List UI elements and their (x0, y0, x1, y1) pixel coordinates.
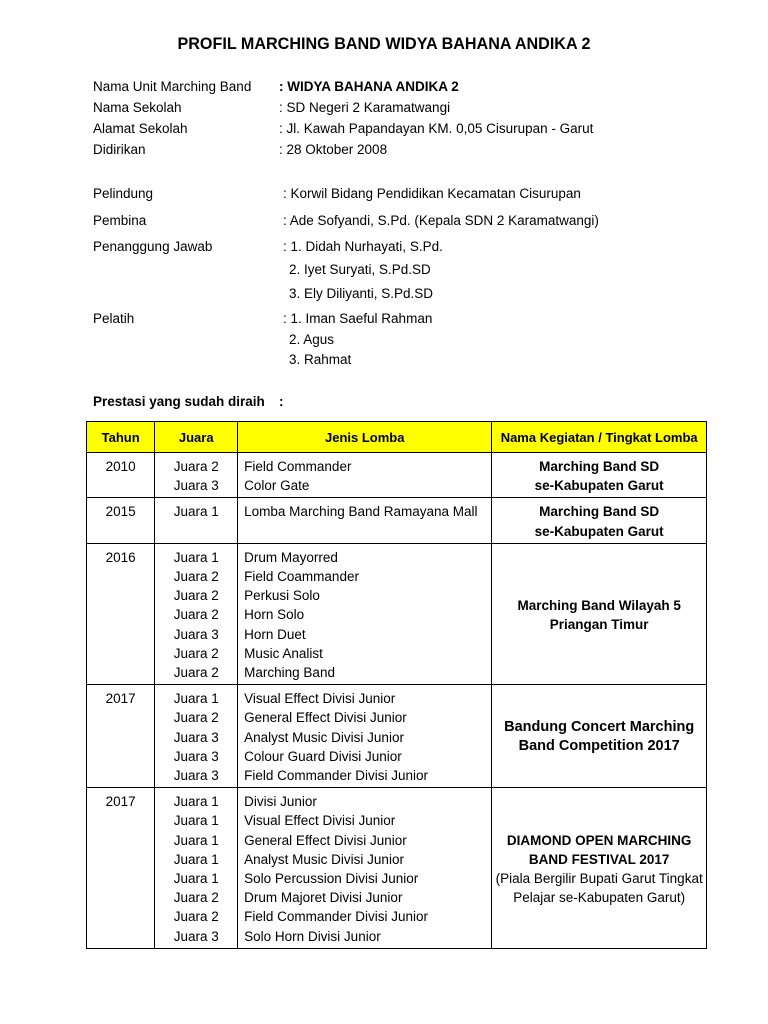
nama-line: Marching Band SD (539, 504, 660, 520)
juara-line: Juara 1 (173, 549, 219, 565)
cell-tahun: 2010 (87, 453, 155, 498)
table-row (87, 498, 707, 543)
info-value: : Jl. Kawah Papandayan KM. 0,05 Cisurupan - Garut (279, 121, 594, 136)
cell-nama-kegiatan (492, 788, 707, 949)
person-value: : 1. Iman Saeful Rahman (283, 311, 433, 326)
jenis-line: Field Commander (244, 459, 352, 474)
cell-juara (155, 498, 238, 543)
juara-line: Juara 1 (173, 813, 219, 829)
header-juara: Juara (155, 422, 238, 453)
nama-line: Bandung Concert Marching (504, 719, 695, 736)
nama-line: se-Kabupaten Garut (534, 478, 664, 494)
jenis-line: Horn Solo (244, 607, 305, 623)
juara-line: Juara 3 (173, 729, 219, 745)
jenis-line: Colour Guard Divisi Junior (244, 748, 402, 764)
juara-line: Juara 2 (173, 459, 219, 474)
juara-line: Juara 2 (173, 569, 219, 585)
person-value: 2. Agus (289, 332, 335, 347)
nama-line: Marching Band Wilayah 5 (517, 597, 681, 613)
jenis-line: Visual Effect Divisi Junior (244, 691, 396, 707)
juara-line: Juara 1 (173, 871, 219, 887)
person-value: : 1. Didah Nurhayati, S.Pd. (283, 239, 443, 254)
cell-tahun: 2016 (87, 543, 155, 684)
jenis-line: Drum Mayorred (244, 549, 338, 565)
juara-line: Juara 1 (173, 504, 219, 520)
achievement-table (86, 421, 707, 949)
cell-juara (155, 685, 238, 788)
jenis-line: Solo Percussion Divisi Junior (244, 871, 419, 887)
jenis-line: Analyst Music Divisi Junior (244, 851, 404, 867)
nama-line: se-Kabupaten Garut (534, 523, 664, 539)
juara-line: Juara 3 (173, 748, 219, 764)
cell-tahun: 2017 (87, 788, 155, 949)
info-value: : SD Negeri 2 Karamatwangi (279, 100, 451, 115)
juara-line: Juara 2 (173, 607, 219, 623)
nama-note-line: (Piala Bergilir Bupati Garut Tingkat (495, 871, 703, 887)
jenis-line: Marching Band (244, 665, 335, 681)
prestasi-label: Prestasi yang sudah diraih (93, 394, 265, 409)
juara-line: Juara 2 (173, 890, 219, 906)
info-value: : 28 Oktober 2008 (279, 142, 388, 157)
person-label: Pelatih (93, 311, 135, 326)
juara-line: Juara 3 (173, 928, 219, 944)
juara-line: Juara 3 (173, 626, 219, 642)
jenis-line: Color Gate (244, 478, 310, 494)
cell-nama-kegiatan (492, 685, 707, 788)
jenis-line: Analyst Music Divisi Junior (244, 729, 404, 745)
jenis-line: Horn Duet (244, 626, 306, 642)
jenis-line: Field Coammander (244, 569, 359, 585)
juara-line: Juara 2 (173, 645, 219, 661)
juara-line: Juara 3 (173, 768, 219, 784)
jenis-line: General Effect Divisi Junior (244, 832, 407, 848)
cell-jenis-lomba (238, 453, 492, 498)
info-label: Didirikan (93, 142, 146, 157)
juara-line: Juara 2 (173, 909, 219, 925)
header-nama-kegiatan: Nama Kegiatan / Tingkat Lomba (492, 422, 707, 453)
page-title: PROFIL MARCHING BAND WIDYA BAHANA ANDIKA 2 (177, 34, 591, 53)
prestasi-heading (93, 394, 284, 409)
cell-jenis-lomba (238, 685, 492, 788)
cell-nama-kegiatan (492, 543, 707, 684)
jenis-line: Divisi Junior (244, 794, 317, 810)
cell-juara (155, 453, 238, 498)
jenis-line: Perkusi Solo (244, 588, 320, 604)
person-value: : Ade Sofyandi, S.Pd. (Kepala SDN 2 Karamatwangi) (283, 213, 599, 228)
cell-jenis-lomba (238, 498, 492, 543)
header-tahun: Tahun (87, 422, 155, 453)
table-row (87, 685, 707, 788)
juara-line: Juara 1 (173, 851, 219, 867)
juara-line: Juara 3 (173, 478, 219, 494)
jenis-line: Music Analist (244, 645, 323, 661)
table-header-row (87, 422, 707, 453)
juara-line: Juara 2 (173, 588, 219, 604)
cell-jenis-lomba (238, 543, 492, 684)
cell-tahun: 2015 (87, 498, 155, 543)
table-row (87, 788, 707, 949)
person-label: Penanggung Jawab (93, 239, 213, 254)
cell-nama-kegiatan (492, 498, 707, 543)
juara-line: Juara 1 (173, 794, 219, 810)
juara-line: Juara 1 (173, 691, 219, 707)
info-label: Nama Sekolah (93, 100, 182, 115)
cell-nama-kegiatan (492, 453, 707, 498)
person-value: 3. Rahmat (289, 352, 352, 367)
jenis-line: Visual Effect Divisi Junior (244, 813, 396, 829)
jenis-line: Drum Majoret Divisi Junior (244, 890, 403, 906)
jenis-line: Field Commander Divisi Junior (244, 909, 428, 925)
table-body (87, 453, 707, 949)
info-value: : WIDYA BAHANA ANDIKA 2 (279, 79, 459, 94)
nama-line: Marching Band SD (539, 459, 660, 474)
person-value: 2. Iyet Suryati, S.Pd.SD (289, 262, 431, 277)
cell-juara (155, 543, 238, 684)
person-label: Pelindung (93, 186, 154, 201)
nama-note-line: Pelajar se-Kabupaten Garut) (513, 890, 686, 906)
juara-line: Juara 1 (173, 832, 219, 848)
juara-line: Juara 2 (173, 665, 219, 681)
jenis-line: General Effect Divisi Junior (244, 710, 407, 726)
info-label: Alamat Sekolah (93, 121, 188, 136)
juara-line: Juara 2 (173, 710, 219, 726)
person-value: 3. Ely Diliyanti, S.Pd.SD (289, 286, 434, 301)
cell-juara (155, 788, 238, 949)
table-row (87, 543, 707, 684)
person-value: : Korwil Bidang Pendidikan Kecamatan Cisurupan (283, 186, 581, 201)
header-jenis-lomba: Jenis Lomba (238, 422, 492, 453)
jenis-line: Lomba Marching Band Ramayana Mall (244, 504, 478, 520)
jenis-line: Field Commander Divisi Junior (244, 768, 428, 784)
cell-tahun: 2017 (87, 685, 155, 788)
cell-jenis-lomba (238, 788, 492, 949)
nama-line: BAND FESTIVAL 2017 (528, 851, 670, 867)
jenis-line: Solo Horn Divisi Junior (244, 928, 381, 944)
info-label: Nama Unit Marching Band (93, 79, 252, 94)
table-row (87, 453, 707, 498)
nama-line: Priangan Timur (549, 617, 649, 633)
nama-line: Band Competition 2017 (518, 738, 680, 755)
nama-line: DIAMOND OPEN MARCHING (506, 832, 692, 848)
person-label: Pembina (93, 213, 147, 228)
prestasi-colon: : (279, 394, 284, 409)
